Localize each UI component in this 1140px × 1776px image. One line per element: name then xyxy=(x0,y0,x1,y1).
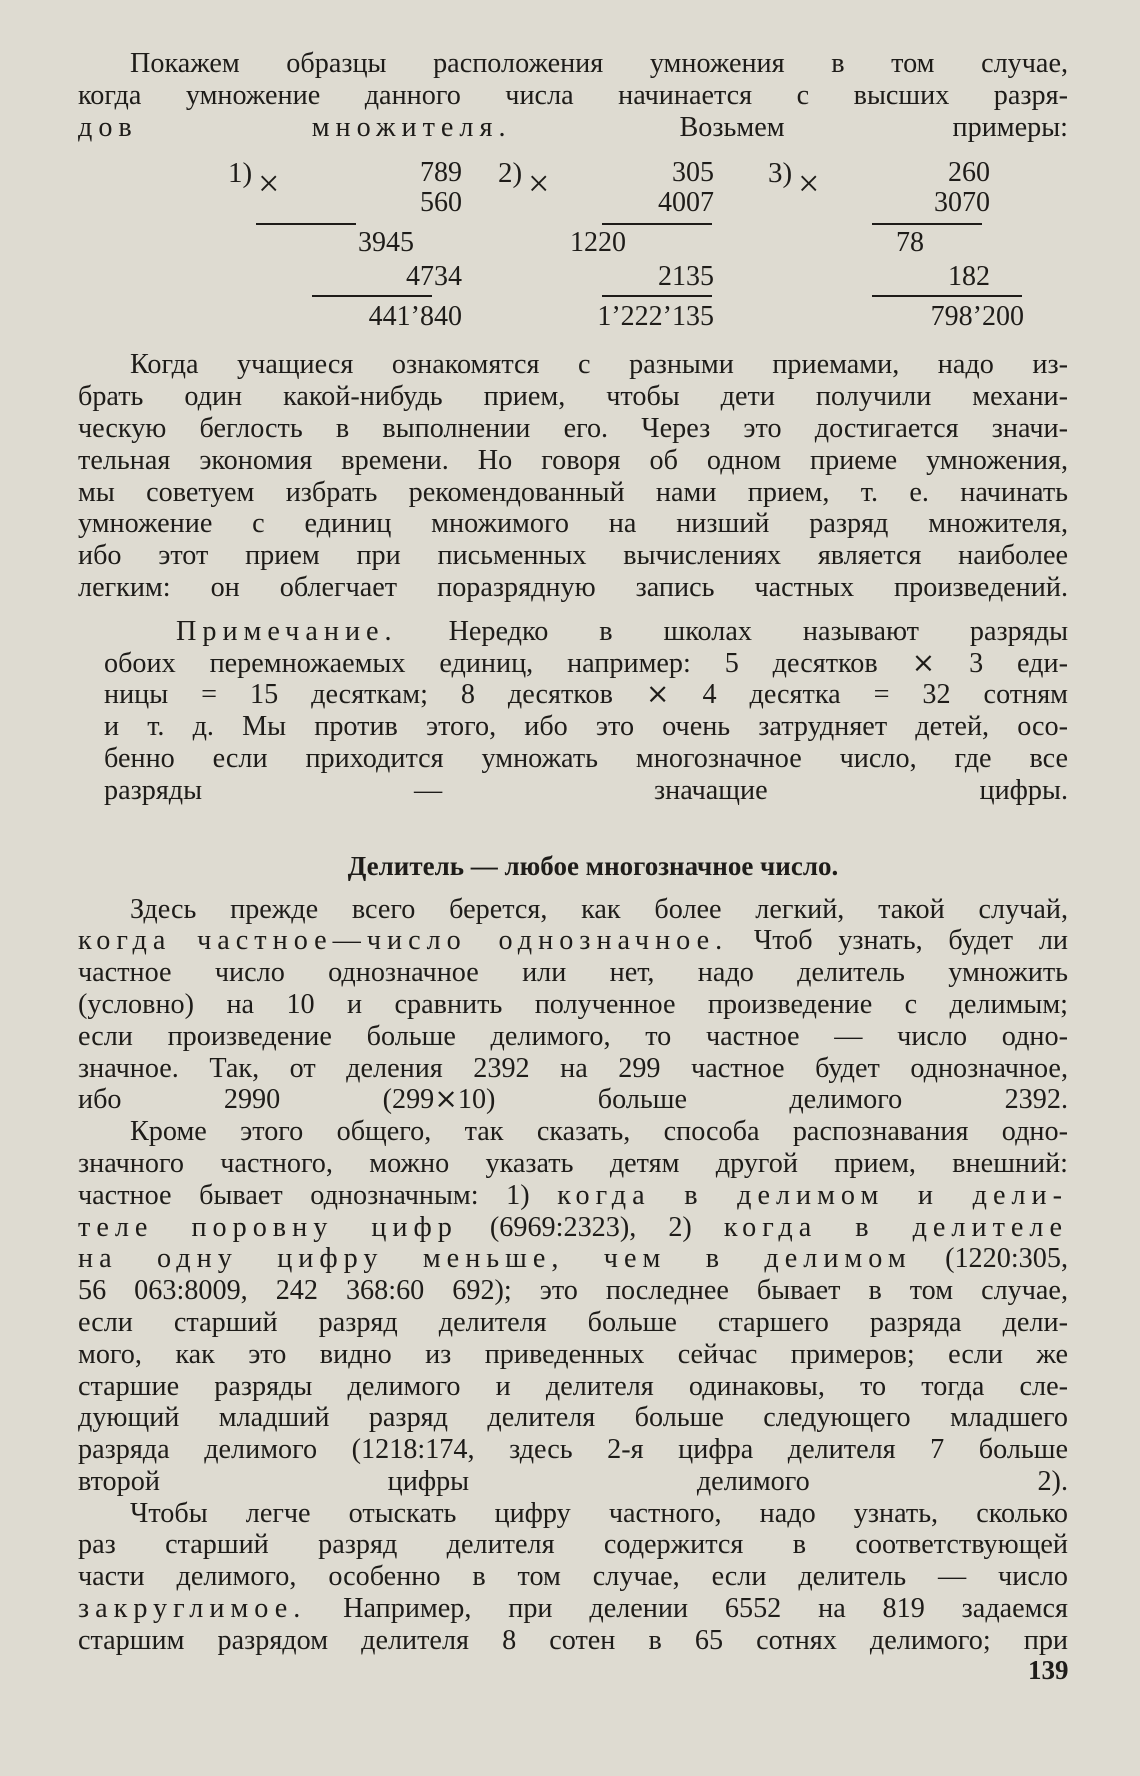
rule-line xyxy=(312,295,432,297)
rule-line xyxy=(602,295,712,297)
book-page xyxy=(78,48,1068,1657)
multiply-sign-icon: × xyxy=(258,163,280,206)
rule-line xyxy=(872,295,1022,297)
paragraph-intro: Покажем образцы расположения умножения в том случае, когда умножение данного числа начинается с высших разря- дов множителя. Возьмем примеры: xyxy=(78,48,1069,143)
rule-line xyxy=(872,223,982,225)
example-3: 3) × 260 3070 78 182 798’200 xyxy=(768,157,1024,333)
section-heading: Делитель — любое многозначное число. xyxy=(347,850,839,881)
multiplication-examples xyxy=(78,153,1068,343)
example-1: 1) × 789 560 3945 4734 441’840 xyxy=(228,157,462,333)
note-title: Примечание. xyxy=(176,615,398,647)
example-2: 2) × 305 4007 1220 2135 1’222’135 xyxy=(498,157,714,333)
multiply-sign-icon: × xyxy=(798,163,820,206)
rule-line xyxy=(256,223,356,225)
paragraph-method-choice: Когда учащиеся ознакомятся с разными приемами, надо из- брать один какой-нибудь прием, чтобы дети получили механи- ческую беглость в выполнении его. Через это достигается значи- тельная экономия времени. Но говоря об одном приеме умножения, мы советуем избрать рекомендованный нами прием, т. е. начинать умножение с единиц множимого на низший разряд множителя, ибо этот прием при письменных вычислениях является наиболее легким: он облегчает поразрядную запись частных произведений. xyxy=(78,349,1068,603)
rule-line xyxy=(602,223,712,225)
paragraph-single-digit-quotient: Здесь прежде всего берется, как более легкий, такой случай, когда частное—число однозначное. Чтоб узнать, будет ли частное число однозначное или нет, надо делитель умножить (условно) на 10 и сравнить полученное произведение с делимым; если произведение больше делимого, то частное — число одно- значное. Так, от деления 2392 на 299 частное будет однозначное, ибо 2990 (299⨯10) больше делимого 2392. xyxy=(78,893,1069,1116)
note-block: Примечание. Нередко в школах называют разряды обоих перемножаемых единиц, например: 5 десятков ⨯ 3 еди- ницы = 15 десяткам; 8 десятков ⨯ 4 десятка = 32 сотням и т. д. Мы против этого, ибо это очень затрудняет детей, осо- бенно если приходится умножать многозначное число, где все разряды — значащие цифры. xyxy=(104,615,1069,806)
multiply-sign-icon: × xyxy=(528,163,550,206)
paragraph-external-method: Кроме этого общего, так сказать, способа распознавания одно- значного частного, можно указать детям другой прием, внешний: частное бывает однозначным: 1) когда в делимом и дели- теле поровну цифр (6969:2323), 2) когда в делителе на одну цифру меньше, чем в делимом (1220:305, 56 063:8009, 242 368:60 692); это последнее бывает в том случае, если старший разряд делителя больше старшего разряда дели- мого, как это видно из приведенных сейчас примеров; если же старшие разряды делимого и делителя одинаковы, то тогда сле- дующий младший разряд делителя больше следующего младшего разряда делимого (1218:174, здесь 2-я цифра делителя 7 больше второй цифры делимого 2). xyxy=(78,1116,1068,1497)
paragraph-finding-quotient-digit: Чтобы легче отыскать цифру частного, надо узнать, сколько раз старший разряд делителя содержится в соответствующей части делимого, особенно в том случае, если делитель — число закруглимое. Например, при делении 6552 на 819 задаемся старшим разрядом делителя 8 сотен в 65 сотнях делимого; при xyxy=(78,1497,1068,1656)
page-number: 139 xyxy=(1028,1655,1069,1685)
